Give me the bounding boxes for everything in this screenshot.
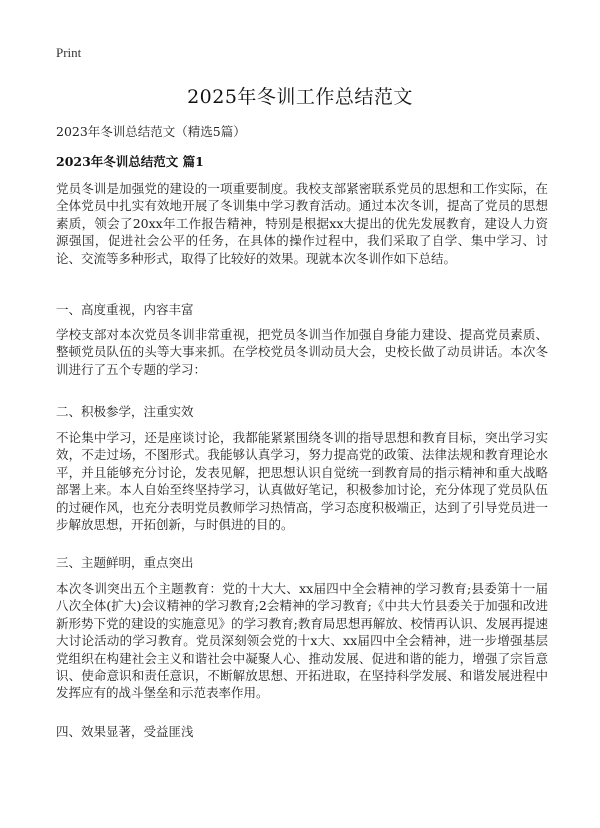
document-subtitle: 2023年冬训总结范文（精选5篇） xyxy=(56,124,246,139)
paragraph-2: 不论集中学习，还是座谈讨论，我都能紧紧围绕冬训的指导思想和教育目标，突出学习实效，不走过场，不图形式。我能够认真学习，努力提高党的政策、法律法规和教育理论水平，并且能够充分讨论，发表见解，把思想认识自觉统一到教育局的指示精神和重大战略部署上来。本人自始至终坚持学习，认真做好笔记，积极参加讨论，充分体现了党员队伍的过硬作风，也充分表明党员教师学习热情高，学习态度积极端正，达到了引导党员进一步解放思想，开拓创新，与时俱进的目的。 xyxy=(56,430,548,533)
paragraph-3: 本次冬训突出五个主题教育：党的十大大、xx届四中全会精神的学习教育;县委第十一届八次全体(扩大)会议精神的学习教育;2会精神的学习教育;《中共大竹县委关于加强和改进新形势下党的建设的实施意见》的学习教育;教育局思想再解放、校情再认识、发展再提速大讨论活动的学习教育。党员深刻领会党的十x大、xx届四中全会精神，进一步增强基层党组织在构建社会主义和谐社会中凝聚人心、推动发展、促进和谐的能力，增强了宗旨意识、使命意识和责任意识，不断解放思想、开拓进取，在坚持科学发展、和谐发展进程中发挥应有的战斗堡垒和示范表率作用。 xyxy=(56,581,548,701)
section-title: 2023年冬训总结范文 篇1 xyxy=(56,154,204,169)
heading-3: 三、主题鲜明，重点突出 xyxy=(56,555,194,570)
heading-4: 四、效果显著，受益匪浅 xyxy=(56,724,194,739)
document-title: 2025年冬训工作总结范文 xyxy=(187,86,413,108)
heading-1: 一、高度重视，内容丰富 xyxy=(56,302,194,317)
heading-2: 二、积极参学，注重实效 xyxy=(56,404,194,419)
paragraph-intro: 党员冬训是加强党的建设的一项重要制度。我校支部紧密联系党员的思想和工作实际，在全体党员中扎实有效地开展了冬训集中学习教育活动。通过本次冬训，提高了党员的思想素质，领会了20xx年工作报告精神，特别是根据xx大提出的优先发展教育，建设人力资源强国，促进社会公平的任务，在具体的操作过程中，我们采取了自学、集中学习、讨论、交流等多种形式，取得了比较好的效果。现就本次冬训作如下总结。 xyxy=(56,181,548,266)
print-label[interactable]: Print xyxy=(56,45,82,60)
paragraph-1: 学校支部对本次党员冬训非常重视，把党员冬训当作加强自身能力建设、提高党员素质、整顿党员队伍的头等大事来抓。在学校党员冬训动员大会，史校长做了动员讲话。本次冬训进行了五个专题的学习： xyxy=(56,327,548,377)
